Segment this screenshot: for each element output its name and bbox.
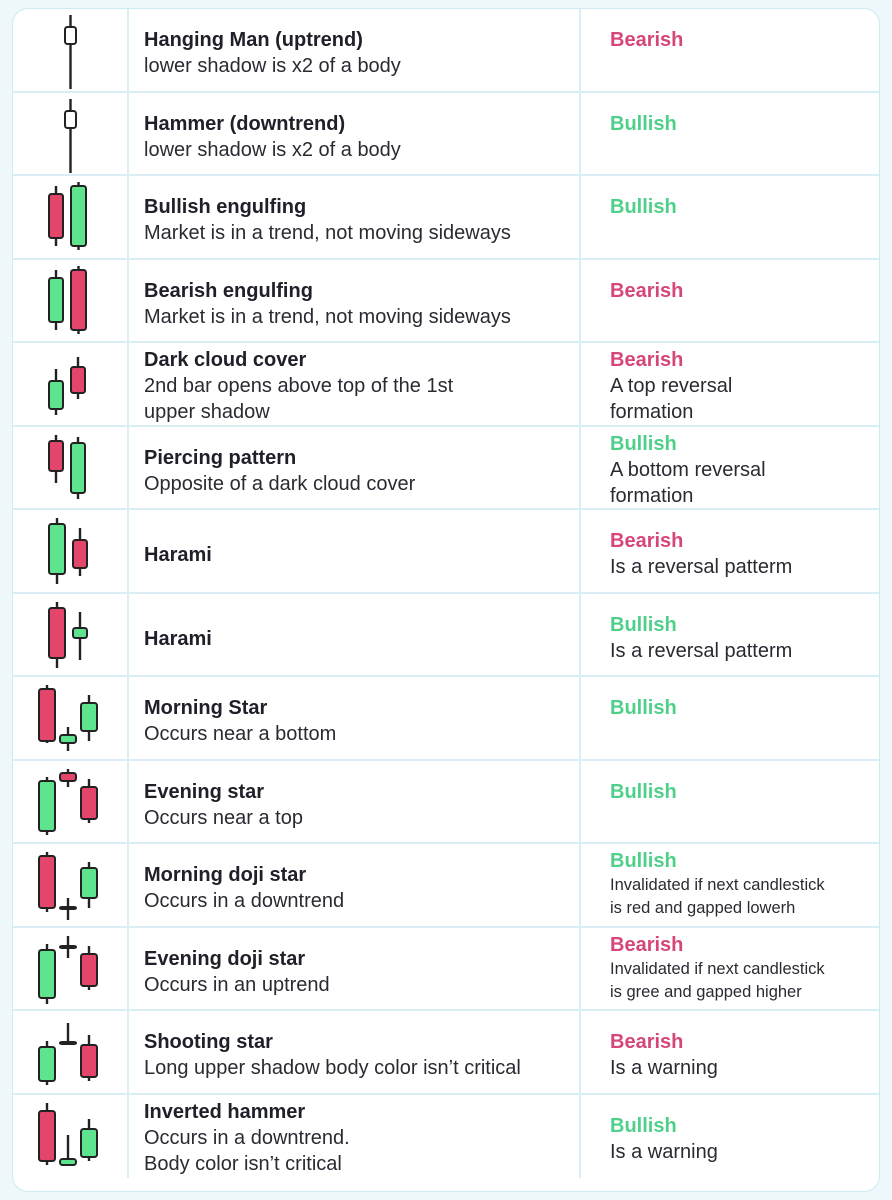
signal-note: is red and gapped lowerh [610,899,796,917]
pattern-name-cell [129,761,581,843]
pattern-name-cell [129,343,581,425]
pattern-row [13,427,879,511]
signal-cell [581,93,879,175]
pattern-icon-cell [13,761,129,843]
pattern-row [13,761,879,845]
pattern-description: lower shadow is x2 of a body [144,138,401,161]
red-candle-body [81,787,97,819]
red-candle-body [39,1111,55,1161]
pattern-name: Dark cloud cover [144,349,307,371]
pattern-icon-cell [13,928,129,1010]
pattern-name-cell [129,1095,581,1179]
pattern-icon-cell [13,1095,129,1179]
pattern-icon-cell [13,93,129,175]
pattern-icon-cell [13,427,129,509]
signal-note: Invalidated if next candlestick [610,876,825,894]
green-candle-body [49,381,63,409]
signal-cell [581,1011,879,1093]
green-candle-body [81,868,97,898]
pattern-row [13,928,879,1012]
bullish-signal: Bullish [610,112,677,135]
bullish-signal: Bullish [610,780,677,803]
signal-note: A bottom reversal [610,458,766,481]
pattern-name-cell [129,510,581,592]
green-candle-body [60,735,76,743]
green-candle-body [39,1047,55,1081]
red-candle-body [49,194,63,238]
pattern-description: Occurs in a downtrend [144,890,345,912]
pattern-description: Occurs in an uptrend [144,973,330,996]
signal-note: Invalidated if next candlestick [610,959,825,978]
evening-doji-star-icon [31,932,111,1008]
pattern-row [13,844,879,928]
signal-note: Is a reversal patterm [610,639,793,662]
pattern-name: Evening star [144,780,265,803]
pattern-row [13,93,879,177]
pattern-name: Harami [144,544,212,566]
red-candle-body [60,773,76,781]
bearish-signal: Bearish [610,349,684,371]
pattern-name: Morning doji star [144,864,307,886]
green-candle-body [81,1129,97,1157]
pattern-icon-cell [13,1011,129,1093]
signal-cell [581,928,879,1010]
pattern-row [13,1095,879,1179]
pattern-icon-cell [13,176,129,258]
bullish-signal: Bullish [610,613,677,636]
shooting-star-icon [31,1015,111,1091]
pattern-name-cell [129,93,581,175]
green-candle-body [60,1159,76,1165]
signal-cell [581,1095,879,1179]
signal-cell [581,677,879,759]
pattern-name-cell [129,844,581,926]
green-candle-body [81,703,97,731]
pattern-row [13,176,879,260]
signal-cell [581,594,879,676]
evening-star-icon [31,765,111,841]
pattern-name-cell [129,260,581,342]
pattern-icon-cell [13,260,129,342]
red-candle-body [81,1045,97,1077]
morning-star-icon [31,681,111,757]
signal-note: Is a warning [610,1057,718,1079]
pattern-name-cell [129,928,581,1010]
inverted-hammer-icon [31,1099,111,1175]
bearish-signal: Bearish [610,530,684,552]
pattern-row [13,510,879,594]
red-candle-body [60,946,76,948]
pattern-row [13,677,879,761]
pattern-row [13,343,879,427]
red-candle-body [60,1042,76,1044]
morning-doji-star-icon [31,848,111,924]
pattern-name: Piercing pattern [144,446,297,469]
red-candle-body [39,689,55,741]
signal-note: formation [610,484,694,507]
green-candle-body [39,781,55,831]
pattern-name: Bullish engulfing [144,196,307,218]
bearish-signal: Bearish [610,29,684,51]
pattern-description: Occurs near a bottom [144,723,337,745]
pattern-description: 2nd bar opens above top of the 1st [144,375,454,397]
bullish-signal: Bullish [610,432,677,455]
pattern-description: Long upper shadow body color isn’t critical [144,1057,521,1079]
pattern-name: Shooting star [144,1031,273,1053]
pattern-name: Hanging Man (uptrend) [144,29,363,51]
pattern-row [13,260,879,344]
pattern-icon-cell [13,343,129,425]
pattern-table-card [12,8,880,1192]
signal-cell [581,761,879,843]
pattern-description: Opposite of a dark cloud cover [144,472,416,495]
candlestick-pattern-table [13,9,879,1178]
pattern-description: lower shadow is x2 of a body [144,55,401,77]
pattern-row [13,9,879,93]
bullish-signal: Bullish [610,850,677,872]
signal-cell [581,844,879,926]
pattern-description: Occurs near a top [144,806,303,829]
bullish-harami-icon [31,598,111,674]
signal-cell [581,343,879,425]
hanging-man-icon [31,13,111,89]
bearish-signal: Bearish [610,1031,684,1053]
red-candle-body [81,954,97,986]
pattern-name: Morning Star [144,697,268,719]
pattern-icon-cell [13,677,129,759]
hollow-candle-body [65,111,76,128]
hammer-icon [31,97,111,173]
pattern-name-cell [129,677,581,759]
pattern-description: Market is in a trend, not moving sideways [144,305,511,328]
signal-cell [581,176,879,258]
hollow-candle-body [65,27,76,44]
green-candle-body [49,278,63,322]
pattern-name-cell [129,427,581,509]
signal-note: is gree and gapped higher [610,982,802,1001]
green-candle-body [71,186,86,246]
dark-cloud-cover-icon [31,347,111,423]
pattern-name-cell [129,9,581,91]
pattern-description: Market is in a trend, not moving sideways [144,222,511,244]
bearish-harami-icon [31,514,111,590]
red-candle-body [73,540,87,568]
green-candle-body [49,524,65,574]
pattern-name: Evening doji star [144,947,306,970]
bearish-signal: Bearish [610,279,684,302]
red-candle-body [49,608,65,658]
pattern-icon-cell [13,510,129,592]
pattern-name: Inverted hammer [144,1100,306,1123]
green-candle-body [71,443,85,493]
pattern-description: Body color isn’t critical [144,1152,342,1175]
red-candle-body [71,270,86,330]
pattern-name-cell [129,1011,581,1093]
signal-cell [581,260,879,342]
bullish-signal: Bullish [610,697,677,719]
signal-cell [581,9,879,91]
red-candle-body [39,856,55,908]
pattern-icon-cell [13,9,129,91]
green-candle-body [73,628,87,638]
pattern-name: Harami [144,627,212,650]
red-candle-body [49,441,63,471]
pattern-name: Bearish engulfing [144,279,313,302]
pattern-name-cell [129,594,581,676]
pattern-description: upper shadow [144,401,270,423]
red-candle-body [71,367,85,393]
green-candle-body [60,907,76,909]
bullish-signal: Bullish [610,1114,677,1137]
signal-cell [581,510,879,592]
pattern-name-cell [129,176,581,258]
signal-note: A top reversal [610,375,733,397]
signal-cell [581,427,879,509]
bearish-engulfing-icon [31,264,111,340]
bullish-signal: Bullish [610,196,677,218]
pattern-name: Hammer (downtrend) [144,112,346,135]
signal-note: formation [610,401,694,423]
signal-note: Is a reversal patterm [610,556,793,578]
bullish-engulfing-icon [31,180,111,256]
pattern-icon-cell [13,844,129,926]
pattern-row [13,594,879,678]
bearish-signal: Bearish [610,933,684,956]
pattern-row [13,1011,879,1095]
pattern-description: Occurs in a downtrend. [144,1126,350,1149]
green-candle-body [39,950,55,998]
signal-note: Is a warning [610,1140,718,1163]
pattern-icon-cell [13,594,129,676]
piercing-pattern-icon [31,431,111,507]
